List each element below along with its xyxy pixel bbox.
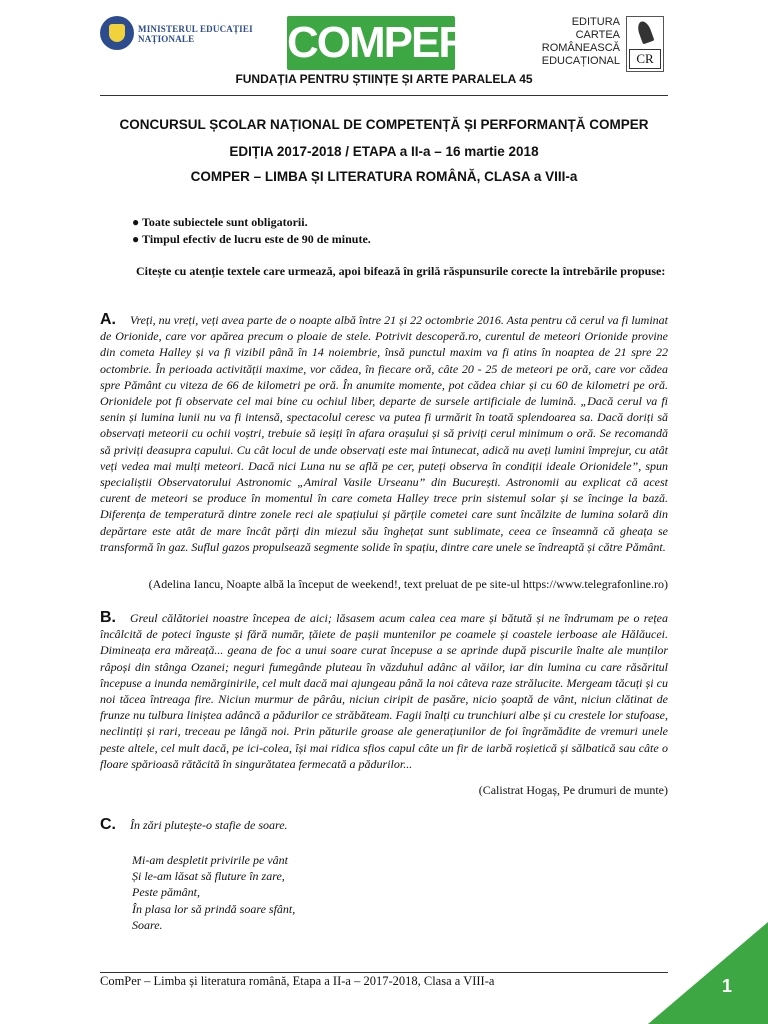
contest-title: CONCURSUL ȘCOLAR NAȚIONAL DE COMPETENȚĂ ȘI PERFORMANȚĂ COMPER	[119, 117, 649, 132]
subject-title: COMPER – LIMBA ȘI LITERATURA ROMÂNĂ, CLASA a VIII-a	[190, 169, 578, 184]
ministry-logo	[100, 16, 280, 52]
section-a-body: Vreți, nu vreți, veți avea parte de o noapte albă între 21 și 22 octombrie 2016. Asta pentru că cerul va fi luminat de Orionide, care vor apărea precum o ploaie de stele. Potrivit descoperă.ro, curentul de meteori Orionide provine din cometa Halley și va fi vizibil până în 14 noiembrie, însă punctul maxim va fi atins în noaptea de 21 spre 22 octombrie. În perioada activității maxime, vor cădea, în fiecare oră, câte 20 - 25 de meteori pe oră, care vor cădea spre Pământ cu viteza de 66 de kilometri pe oră. În anumite momente, pot cădea chiar și cu 60 de kilometri pe oră. Orionidele pot fi observate cel mai bine cu ochiul liber, departe de sursele artificiale de lumină. „Dacă cerul va fi senin și lumina lunii nu va fi intensă, spectacolul ceresc va putea fi urmărit în toată splendoarea sa. Dacă doriți să observați meteorii cu ochii voștri, trebuie să ieșiți în afara orașului și să priviți cerul minimum o oră. Se recomandă să priviți deasupra capului. Cu cât locul de unde observați este mai întunecat, adică nu aveți lumini împrejur, cu atât veți vedea mai mulți meteori. Dacă nici Luna nu se află pe cer, puteți observa în condiții ideale Orionidele”, spun specialiștii Observatorului Astronomic „Amiral Vasile Urseanu” din București. Astronomii au explicat că acest curent de meteori se produce în momentul în care cometa Halley trece prin sistemul solar și se încinge la bază. Diferența de temperatură dintre zonele reci ale spațiului și părțile cometei care sunt încălzite de lumina solară din depărtare este atât de mare încât părți din miezul său înghețat sunt sublimate, ceea ce înseamnă că gheața se transformă în gaz. Suflul gazos propulsează segmente solide în spațiu, dintre care unele se îndreaptă și către Pământ.	[100, 313, 668, 554]
publisher-line: CARTEA ROMÂNEASCĂ	[541, 29, 620, 54]
comper-logo: COMPER	[287, 16, 455, 70]
publisher-logo	[626, 16, 664, 72]
section-c-first-line: În zări plutește-o stafie de soare.	[130, 818, 288, 832]
foundation-name: FUNDAȚIA PENTRU ȘTIINȚE ȘI ARTE PARALELA 45	[235, 72, 533, 86]
rules-list	[132, 214, 371, 248]
corner-triangle	[648, 922, 768, 1024]
header-divider	[100, 95, 668, 96]
publisher-line: EDUCAȚIONAL	[541, 55, 620, 67]
rule-item: ● Toate subiectele sunt obligatorii.	[132, 215, 308, 229]
rule-item: ● Timpul efectiv de lucru este de 90 de minute.	[132, 232, 371, 246]
section-a-letter: A.	[100, 311, 116, 328]
section-a-text	[100, 312, 668, 555]
poem-stanza	[132, 852, 295, 933]
publisher-name	[498, 16, 620, 68]
quill-icon	[636, 20, 655, 45]
section-b-letter: B.	[100, 609, 116, 626]
page-number: 1	[721, 976, 732, 996]
instruction-text: Citește cu atenție textele care urmează, apoi bifează în grilă răspunsurile corecte la întrebările propuse:	[136, 264, 666, 278]
section-c-text	[100, 817, 668, 833]
ministry-name: MINISTERUL EDUCAȚIEI NAȚIONALE	[138, 24, 253, 44]
publisher-logo-text: CR	[629, 49, 661, 69]
ministry-emblem-icon	[100, 16, 134, 50]
section-b-text	[100, 610, 668, 772]
section-a-source: (Adelina Iancu, Noapte albă la început de weekend!, text preluat de pe site-ul https://www.telegrafonline.ro)	[148, 577, 668, 591]
poem-line: Mi-am despletit privirile pe vânt	[132, 853, 288, 867]
publisher-line: EDITURA	[571, 16, 620, 28]
poem-line: Soare.	[132, 917, 163, 932]
poem-line: Peste pământ,	[132, 885, 200, 900]
section-b-source: (Calistrat Hogaș, Pe drumuri de munte)	[478, 783, 668, 797]
poem-line: Și le-am lăsat să fluture în zare,	[132, 869, 285, 884]
section-c-letter: C.	[100, 816, 116, 833]
footer-text: ComPer – Limba și literatura română, Etapa a II-a – 2017-2018, Clasa a VIII-a	[100, 974, 495, 988]
edition-title: EDIȚIA 2017-2018 / ETAPA a II-a – 16 martie 2018	[229, 144, 539, 159]
footer-divider	[100, 972, 668, 973]
section-b-body: Greul călătoriei noastre începea de aici; lăsasem acum calea cea mare și bătută și ne îndrumam pe o rețea încâlcită de poteci înguste și fără număr, țăiete de pașii muntenilor pe coamele și coastele ierboase ale Hălăucei. Dimineața era măreață... geana de foc a unui soare curat începuse a se aprinde după piscurile înalte ale munților râpoși din stânga Ozanei; neguri fumegânde pluteau în văzduhul adânc al văilor, iar din lumina cu care răsăritul începuse a inunda nemărginirile, cel mult dacă mai ajungeau până la noi câteva raze strălucite. Mergeam tăcuți și cu noi tăcea întreaga fire. Niciun murmur de pârâu, niciun ciripit de pasăre, nicio șoaptă de vânt, niciun clătinat de frunze nu tulbura liniștea adâncă a pădurilor ce străbăteam. Fagii înalți cu trunchiuri albe și cu crestele lor stufoase, neclintiți și rari, treceau pe lângă noi. Prin păturile groase ale generațiunilor de foi îngrămădite de vremuri unele peste altele, cel mult dacă, pe ici-colea, își mai ridica sfios capul câte un fir de iarbă roșietică și sălbatică sau câte o floare spărioasă rătăcită în singurătatea fermecată a pădurilor...	[100, 611, 668, 771]
poem-line: În plasa lor să prindă soare sfânt,	[132, 901, 296, 916]
